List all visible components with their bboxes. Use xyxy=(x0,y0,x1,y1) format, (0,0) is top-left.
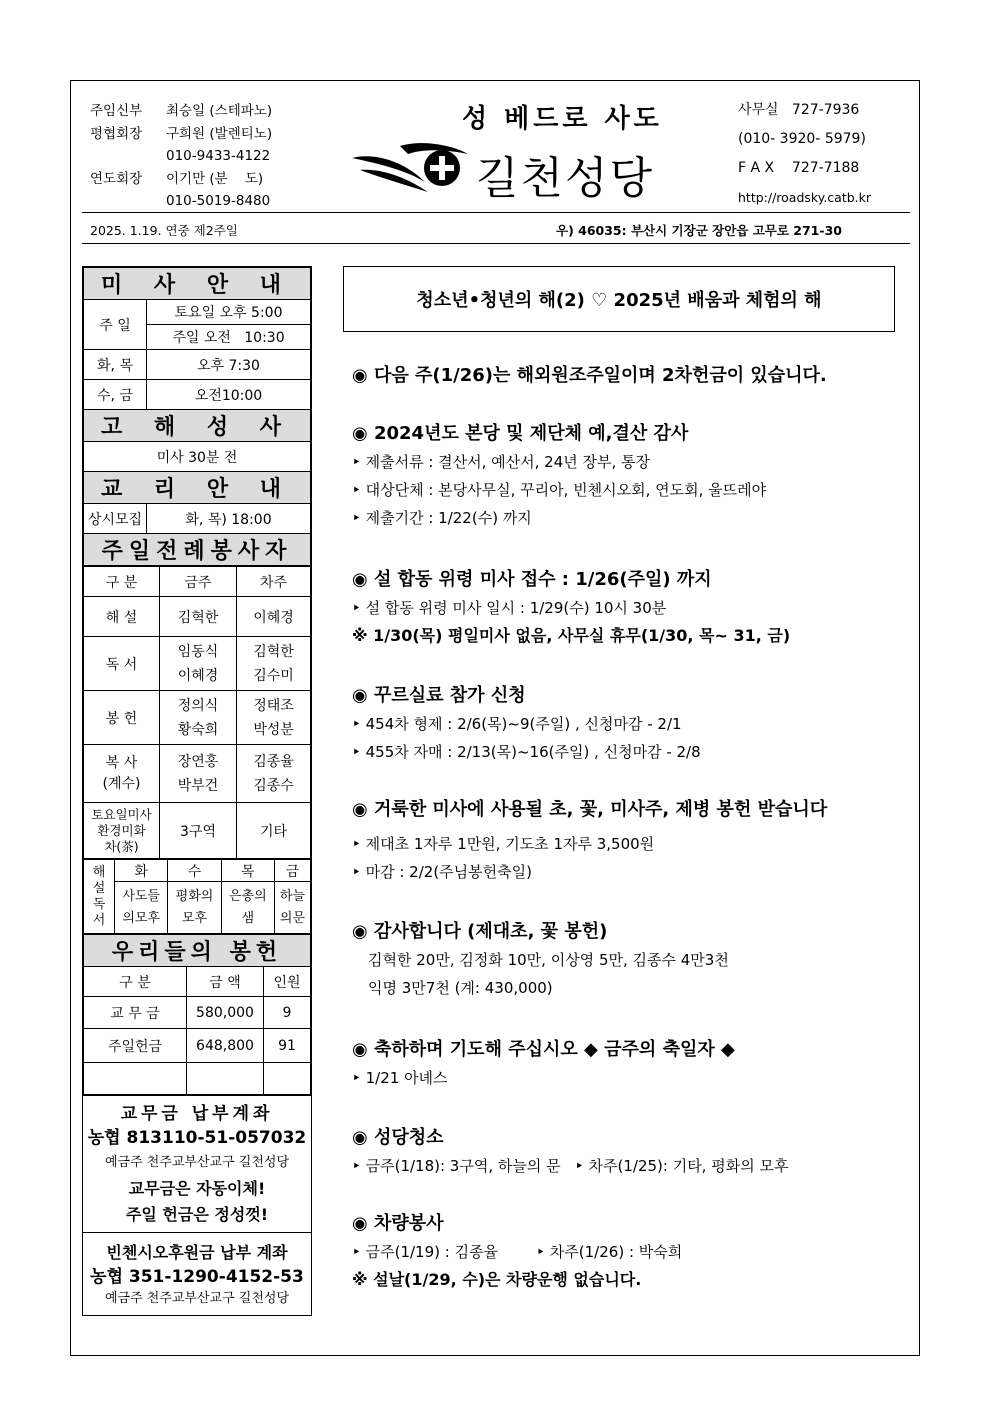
notice-heading: ◉ 감사합니다 (제대초, 꽃 봉헌) xyxy=(352,921,608,942)
notice-heading: ◉ 거룩한 미사에 사용될 초, 꽃, 미사주, 제병 봉헌 받습니다 xyxy=(352,799,828,820)
office-fax: F A X 727-7188 xyxy=(738,160,860,176)
notice-overseas: ◉ 다음 주(1/26)는 해외원조주일이며 2차헌금이 있습니다. xyxy=(352,365,827,386)
notice-item: 김혁한 20만, 김정화 10만, 이상영 5만, 김종수 4만3천 xyxy=(368,951,729,969)
staff-value: 구희원 (발렌티노) xyxy=(166,125,273,142)
server-role: 봉 헌 xyxy=(84,691,160,745)
notice-thanks xyxy=(352,918,729,1002)
bank-holder: 예금주 천주교부산교구 길천성당 xyxy=(104,1291,290,1306)
mass-time: 오후 7:30 xyxy=(147,350,311,380)
server-next: 김종율 김종수 xyxy=(237,745,311,803)
server-this: 장연홍 박부건 xyxy=(160,745,237,803)
notice-memorial xyxy=(352,566,790,650)
bank-note: 교무금은 자동이체! xyxy=(128,1179,266,1198)
server-this: 김혁한 xyxy=(160,597,237,637)
doctrine-label: 상시모집 xyxy=(84,504,147,534)
staff-contacts xyxy=(90,100,272,213)
reading-day: 화 xyxy=(115,860,168,882)
staff-label: 주임신부 xyxy=(90,103,143,119)
church-name: 길천성당 xyxy=(476,153,655,204)
staff-value: 최승일 (스테파노) xyxy=(166,103,273,119)
server-next: 이혜경 xyxy=(237,597,311,637)
office-contacts xyxy=(738,96,871,212)
notice-item: ‣ 제출서류 : 결산서, 예산서, 24년 장부, 통장 xyxy=(352,453,651,471)
reading-group: 은총의 샘 xyxy=(221,882,274,934)
notice-heading: ◉ 설 합동 위령 미사 접수 : 1/26(주일) 까지 xyxy=(352,569,712,590)
notice-item: 익명 3만7천 (계: 430,000) xyxy=(368,979,553,997)
offering-col-header: 금 액 xyxy=(187,967,264,997)
notice-item: ‣ 제출기간 : 1/22(수) 까지 xyxy=(352,509,532,527)
doctrine-time: 화, 목) 18:00 xyxy=(147,504,311,534)
notice-car xyxy=(352,1210,682,1294)
server-this: 3구역 xyxy=(160,803,237,859)
bank-title: 빈첸시오후원금 납부 계좌 xyxy=(106,1243,288,1262)
servers-title: 주일전례봉사자 xyxy=(84,534,311,566)
notice-item: ‣ 대상단체 : 본당사무실, 꾸리아, 빈첸시오회, 연도회, 울뜨레야 xyxy=(352,481,767,499)
staff-phone: 010-5019-8480 xyxy=(166,193,271,209)
divider xyxy=(82,243,910,244)
notice-item: ‣ 454차 형제 : 2/6(목)~9(주일) , 신청마감 - 2/1 xyxy=(352,715,682,733)
doctrine-title: 교 리 안 내 xyxy=(84,472,311,504)
offering-amount: 648,800 xyxy=(187,1029,264,1063)
notice-feast xyxy=(352,1036,735,1092)
server-this: 정의식 황숙희 xyxy=(160,691,237,745)
server-role: 복 사 (계수) xyxy=(84,745,160,803)
bank-note: 주일 헌금은 정성껏! xyxy=(125,1205,269,1224)
notice-item: ‣ 제대초 1자루 1만원, 기도초 1자루 3,500원 xyxy=(352,835,655,853)
notice-heading: ◉ 꾸르실료 참가 신청 xyxy=(352,685,526,706)
mass-day-label: 화, 목 xyxy=(84,350,147,380)
offering-empty xyxy=(187,1063,264,1095)
mass-time: 오전10:00 xyxy=(147,380,311,410)
notice-item: ‣ 금주(1/18): 3구역, 하늘의 문 ‣ 차주(1/25): 기타, 평화의 모후 xyxy=(352,1157,789,1175)
notice-heading: ◉ 성당청소 xyxy=(352,1127,444,1148)
server-role: 토요일미사 환경미화 차(茶) xyxy=(84,803,160,859)
divider xyxy=(82,212,910,213)
server-next: 정태조 박성분 xyxy=(237,691,311,745)
notice-donation xyxy=(352,796,827,886)
offering-empty xyxy=(264,1063,311,1095)
offering-count: 9 xyxy=(264,997,311,1029)
staff-value: 이기만 (분 도) xyxy=(166,170,264,187)
church-patron: 성 베드로 사도 xyxy=(462,104,663,134)
server-this: 임동식 이혜경 xyxy=(160,637,237,691)
offering-title: 우리들의 봉헌 xyxy=(84,935,311,967)
reading-group: 사도들 의모후 xyxy=(115,882,168,934)
office-phone: 사무실 727-7936 xyxy=(738,102,860,118)
server-next: 김혁한 김수미 xyxy=(237,637,311,691)
notice-item: ‣ 금주(1/19) : 김종율 ‣ 차주(1/26) : 박숙희 xyxy=(352,1243,683,1261)
notice-note: ※ 1/30(목) 평일미사 없음, 사무실 휴무(1/30, 목~ 31, 금) xyxy=(352,626,791,645)
notice-note: ※ 설날(1/29, 수)은 차량운행 없습니다. xyxy=(352,1270,642,1289)
bank-account: 농협 351-1290-4152-53 xyxy=(90,1267,304,1287)
church-logo-icon xyxy=(350,140,470,196)
bank-account: 농협 813110-51-057032 xyxy=(87,1128,307,1148)
servers-col-header: 차주 xyxy=(237,567,311,597)
offering-name: 교 무 금 xyxy=(84,997,187,1029)
servers-col-header: 금주 xyxy=(160,567,237,597)
bank-holder: 예금주 천주교부산교구 길천성당 xyxy=(104,1155,290,1170)
server-role: 해 설 xyxy=(84,597,160,637)
reading-day: 금 xyxy=(274,860,310,882)
staff-label: 연도회장 xyxy=(90,170,143,187)
confession-text: 미사 30분 전 xyxy=(84,442,311,472)
website-link[interactable]: http://roadsky.catb.kr xyxy=(738,190,872,205)
bank-title: 교무금 납부계좌 xyxy=(120,1104,274,1124)
notice-item: ‣ 마감 : 2/2(주님봉헌축일) xyxy=(352,863,532,881)
mass-title: 미 사 안 내 xyxy=(84,268,311,300)
mass-sunday-time: 주일 오전 10:30 xyxy=(147,325,311,350)
issue-date: 2025. 1.19. 연중 제2주일 xyxy=(90,223,238,238)
notice-heading: ◉ 차량봉사 xyxy=(352,1213,444,1234)
reading-group: 하늘 의문 xyxy=(274,882,310,934)
offering-count: 91 xyxy=(264,1029,311,1063)
reading-label: 해설독서 xyxy=(84,860,115,934)
offering-name: 주일헌금 xyxy=(84,1029,187,1063)
notice-cursillo xyxy=(352,682,701,766)
offering-amount: 580,000 xyxy=(187,997,264,1029)
notice-heading: ◉ 축하하며 기도해 주십시오 ◆ 금주의 축일자 ◆ xyxy=(352,1039,735,1060)
notice-heading: ◉ 2024년도 본당 및 제단체 예,결산 감사 xyxy=(352,423,689,444)
mass-sunday-label: 주 일 xyxy=(84,300,147,350)
servers-col-header: 구 분 xyxy=(84,567,160,597)
notice-cleaning xyxy=(352,1124,788,1180)
notice-item: ‣ 설 합동 위령 미사 일시 : 1/29(수) 10시 30분 xyxy=(352,599,667,617)
notice-item: ‣ 455차 자매 : 2/13(목)~16(주일) , 신청마감 - 2/8 xyxy=(352,743,701,761)
sidebar xyxy=(82,266,312,1316)
notice-audit xyxy=(352,420,766,532)
church-address: 우) 46035: 부산시 기장군 장안읍 고무로 271-30 xyxy=(556,223,842,238)
staff-label: 평협회장 xyxy=(90,125,143,142)
bank-account-box xyxy=(83,1095,311,1232)
vincent-account-box xyxy=(83,1232,311,1315)
staff-phone: 010-9433-4122 xyxy=(166,148,271,164)
offering-col-header: 인원 xyxy=(264,967,311,997)
offering-col-header: 구 분 xyxy=(84,967,187,997)
reading-group: 평화의 모후 xyxy=(168,882,221,934)
server-next: 기타 xyxy=(237,803,311,859)
theme-title: 청소년•청년의 해(2) ♡ 2025년 배움과 체험의 해 xyxy=(343,266,895,332)
reading-day: 수 xyxy=(168,860,221,882)
mass-sunday-time: 토요일 오후 5:00 xyxy=(147,300,311,325)
reading-day: 목 xyxy=(221,860,274,882)
office-mobile: (010- 3920- 5979) xyxy=(738,131,866,147)
confession-title: 고 해 성 사 xyxy=(84,410,311,442)
notice-item: ‣ 1/21 아녜스 xyxy=(352,1069,448,1087)
server-role: 독 서 xyxy=(84,637,160,691)
mass-day-label: 수, 금 xyxy=(84,380,147,410)
offering-empty xyxy=(84,1063,187,1095)
